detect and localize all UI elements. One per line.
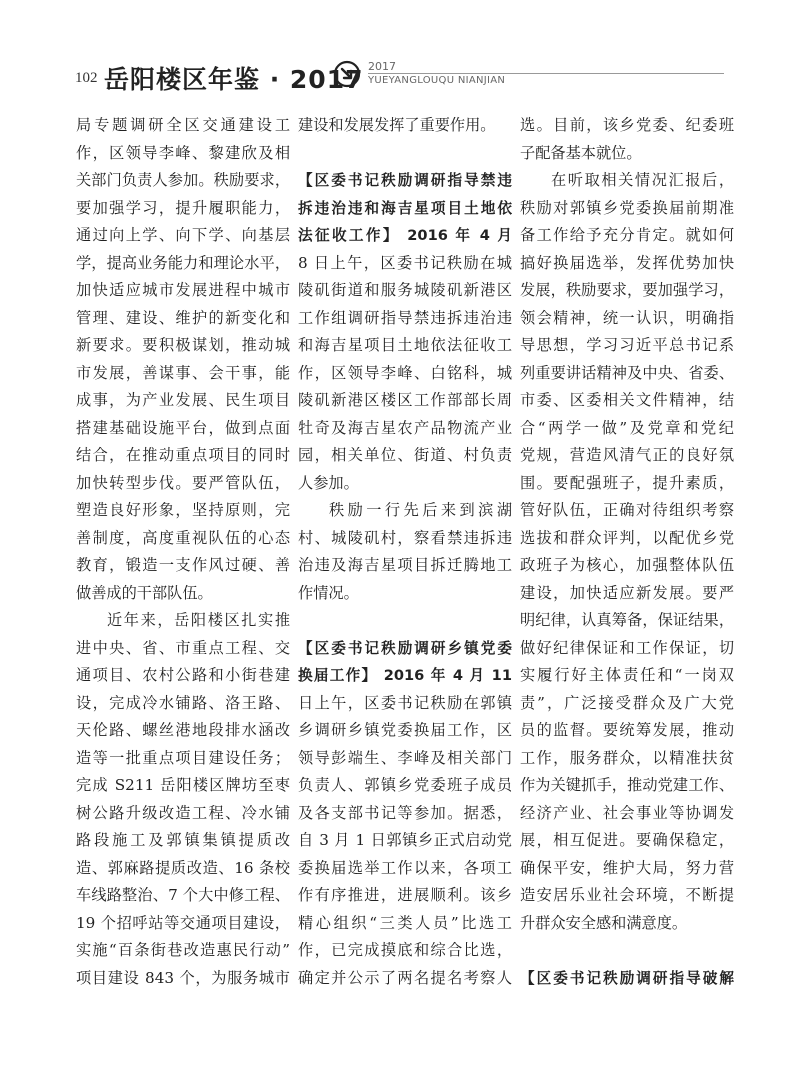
text-column-2	[298, 112, 512, 992]
text-line: 作，已完成摸底和综合比选，	[298, 941, 512, 959]
text-line: 管理、建设、维护的新变化和	[76, 308, 290, 327]
text-line: 和海吉星项目土地依法征收工	[298, 336, 512, 354]
text-line: 通项目、农村公路和小街巷建	[76, 666, 290, 684]
text-line: 做善成的干部队伍。	[76, 583, 213, 602]
text-line: 实施“百条街巷改造惠民行动”	[76, 941, 290, 959]
text-line: 实履行好主体责任和“一岗双	[520, 666, 734, 684]
text-line: 教育，锻造一支作风过硬、善	[76, 556, 290, 574]
text-line: 造安居乐业社会环境，不断提	[520, 886, 734, 904]
text-line: 树公路升级改造工程、冷水铺	[76, 803, 290, 822]
text-line: 成事，为产业发展、民生项目	[76, 391, 290, 409]
text-line: 展，相互促进。要确保稳定，	[520, 831, 734, 849]
text-line: 经济产业、社会事业等协调发	[520, 803, 734, 822]
circle-arrow-logo-icon	[333, 60, 361, 88]
text-line: 秩励一行先后来到滨湖	[329, 501, 512, 519]
text-line: 合“两学一做”及党章和党纪	[520, 418, 734, 437]
text-line: 新要求。要积极谋划，推动城	[76, 336, 290, 354]
text-line: 路段施工及郭镇集镇提质改	[76, 831, 290, 849]
text-line: 19 个招呼站等交通项目建设，	[76, 913, 290, 932]
text-line: 做好纪律保证和工作保证，切	[520, 638, 734, 657]
text-line: 建设，加快适应新发展。要严	[520, 583, 734, 602]
text-line: 塑造良好形象，坚持原则，完	[76, 501, 290, 519]
text-line: 车线路整治、7 个大中修工程、	[76, 886, 290, 904]
text-line: 学，提高业务能力和理论水平，	[76, 253, 290, 272]
text-line: 备工作给予充分肯定。就如何	[520, 226, 734, 244]
text-line: 加快适应城市发展进程中城市	[76, 281, 290, 299]
text-line: 人参加。	[298, 473, 359, 492]
text-line: 确保平安，维护大局，努力营	[520, 858, 734, 877]
text-line: 善制度，高度重视队伍的心态	[76, 528, 290, 547]
text-line: 加快转型步伐。要严管队伍，	[76, 473, 290, 492]
section-heading-line: 拆违治违和海吉星项目土地依	[298, 199, 512, 217]
text-line: 关部门负责人参加。秩励要求，	[76, 171, 290, 189]
text-line: 完成 S211 岳阳楼区牌坊至枣	[76, 776, 290, 794]
text-line: 作有序推进，进展顺利。该乡	[298, 886, 512, 904]
text-column-1	[76, 112, 290, 992]
page-header	[0, 58, 793, 98]
text-line: 建设和发展发挥了重要作用。	[298, 116, 496, 134]
text-line: 治违及海吉星项目拆迁腾地工	[298, 556, 512, 574]
text-line: 员的监督。要统筹发展，推动	[520, 721, 734, 739]
text-line: 及各支部书记等参加。据悉，	[298, 803, 512, 822]
text-line: 子配备基本就位。	[520, 143, 642, 162]
text-line: 作为关键抓手，推动党建工作、	[520, 776, 734, 794]
text-line: 精心组织“三类人员”比选工	[298, 913, 512, 932]
section-heading-line: 【区委书记秩励调研指导禁违	[298, 172, 512, 189]
text-line: 明纪律，认真筹备，保证结果，	[520, 611, 734, 629]
text-line: 发展，秩励要求，要加强学习，	[520, 281, 734, 299]
text-line: 作，区领导李峰、黎建欣及相	[76, 143, 290, 162]
text-line: 日上午，区委书记秩励在郭镇	[298, 693, 512, 712]
text-line: 牡奇及海吉星农产品物流产业	[298, 418, 512, 437]
section-heading-line: 【区委书记秩励调研指导破解	[520, 969, 734, 987]
text-line: 选。目前，该乡党委、纪委班	[520, 116, 734, 134]
text-line: 近年来，岳阳楼区扎实推	[107, 611, 290, 629]
text-line: 选拔和群众评判，以配优乡党	[520, 528, 734, 547]
text-line: 责”，广泛接受群众及广大党	[520, 693, 734, 712]
text-line: 列重要讲话精神及中央、省委、	[520, 363, 734, 382]
text-line: 委换届选举工作以来，各项工	[298, 858, 512, 877]
text-line: 进中央、省、市重点工程、交	[76, 638, 290, 657]
text-line: 造等一批重点项目建设任务；	[76, 748, 290, 767]
text-line: 要加强学习，提升履职能力，	[76, 198, 290, 217]
text-line: 园，相关单位、街道、村负责	[298, 446, 512, 464]
text-line: 陵矶新港区楼区工作部部长周	[298, 391, 512, 409]
paragraph-gap	[298, 607, 512, 635]
text-line: 自 3 月 1 日郭镇乡正式启动党	[298, 831, 512, 849]
text-line: 结合，在推动重点项目的同时	[76, 446, 290, 464]
text-line: 陵矶街道和服务城陵矶新港区	[298, 281, 512, 299]
text-line: 负责人、郭镇乡党委班子成员	[298, 776, 512, 794]
text-line: 通过向上学、向下学、向基层	[76, 226, 290, 244]
page-number: 102	[75, 70, 98, 86]
text-line: 作，区领导李峰、白铭科，城	[298, 363, 512, 382]
text-line: 升群众安全感和满意度。	[520, 913, 688, 932]
text-line: 市委、区委相关文件精神，结	[520, 391, 734, 409]
text-line: 造、郭麻路提质改造、16 条校	[76, 858, 290, 877]
text-line: 领导彭端生、李峰及相关部门	[298, 748, 512, 767]
text-line: 领会精神，统一认识，明确指	[520, 308, 734, 327]
text-line: 导思想，学习习近平总书记系	[520, 336, 734, 354]
text-line: 工作，服务群众，以精准扶贫	[520, 748, 734, 767]
section-heading-line: 换届工作】 2016 年 4 月 11	[298, 667, 512, 684]
section-heading-line: 【区委书记秩励调研乡镇党委	[298, 639, 512, 657]
text-column-3	[520, 112, 734, 992]
book-title: 岳阳楼区年鉴 · 2017	[104, 65, 364, 94]
text-line: 村、城陵矶村，察看禁违拆违	[298, 528, 512, 547]
header-rule	[368, 73, 724, 74]
text-line: 搭建基础设施平台，做到点面	[76, 418, 290, 437]
text-line: 秩励对郭镇乡党委换届前期准	[520, 198, 734, 217]
text-line: 搞好换届选举，发挥优势加快	[520, 253, 734, 272]
text-line: 政班子为核心，加强整体队伍	[520, 556, 734, 574]
text-line: 乡调研乡镇党委换届工作，区	[298, 721, 512, 739]
text-line: 设，完成冷水铺路、洛王路、	[76, 693, 290, 712]
text-line: 项目建设 843 个，为服务城市	[76, 968, 290, 987]
paragraph-gap	[298, 140, 512, 168]
text-line: 确定并公示了两名提名考察人	[298, 968, 512, 987]
header-year: 2017	[368, 60, 396, 73]
paragraph-gap	[520, 937, 734, 965]
text-line: 局专题调研全区交通建设工	[76, 116, 290, 134]
text-line: 天伦路、螺丝港地段排水涵改	[76, 721, 290, 739]
text-line: 8 日上午，区委书记秩励在城	[298, 253, 512, 272]
section-heading-line: 法征收工作】 2016 年 4 月	[298, 227, 512, 244]
text-line: 工作组调研指导禁违拆违治违	[298, 308, 512, 327]
text-line: 在听取相关情况汇报后，	[551, 171, 734, 189]
text-line: 围。要配强班子，提升素质，	[520, 473, 734, 492]
text-line: 作情况。	[298, 583, 359, 602]
text-line: 市发展，善谋事、会干事，能	[76, 363, 290, 382]
text-line: 党规，营造风清气正的良好氛	[520, 446, 734, 464]
text-line: 管好队伍，正确对待组织考察	[520, 501, 734, 519]
header-pinyin: YUEYANGLOUQU NIANJIAN	[368, 75, 506, 86]
